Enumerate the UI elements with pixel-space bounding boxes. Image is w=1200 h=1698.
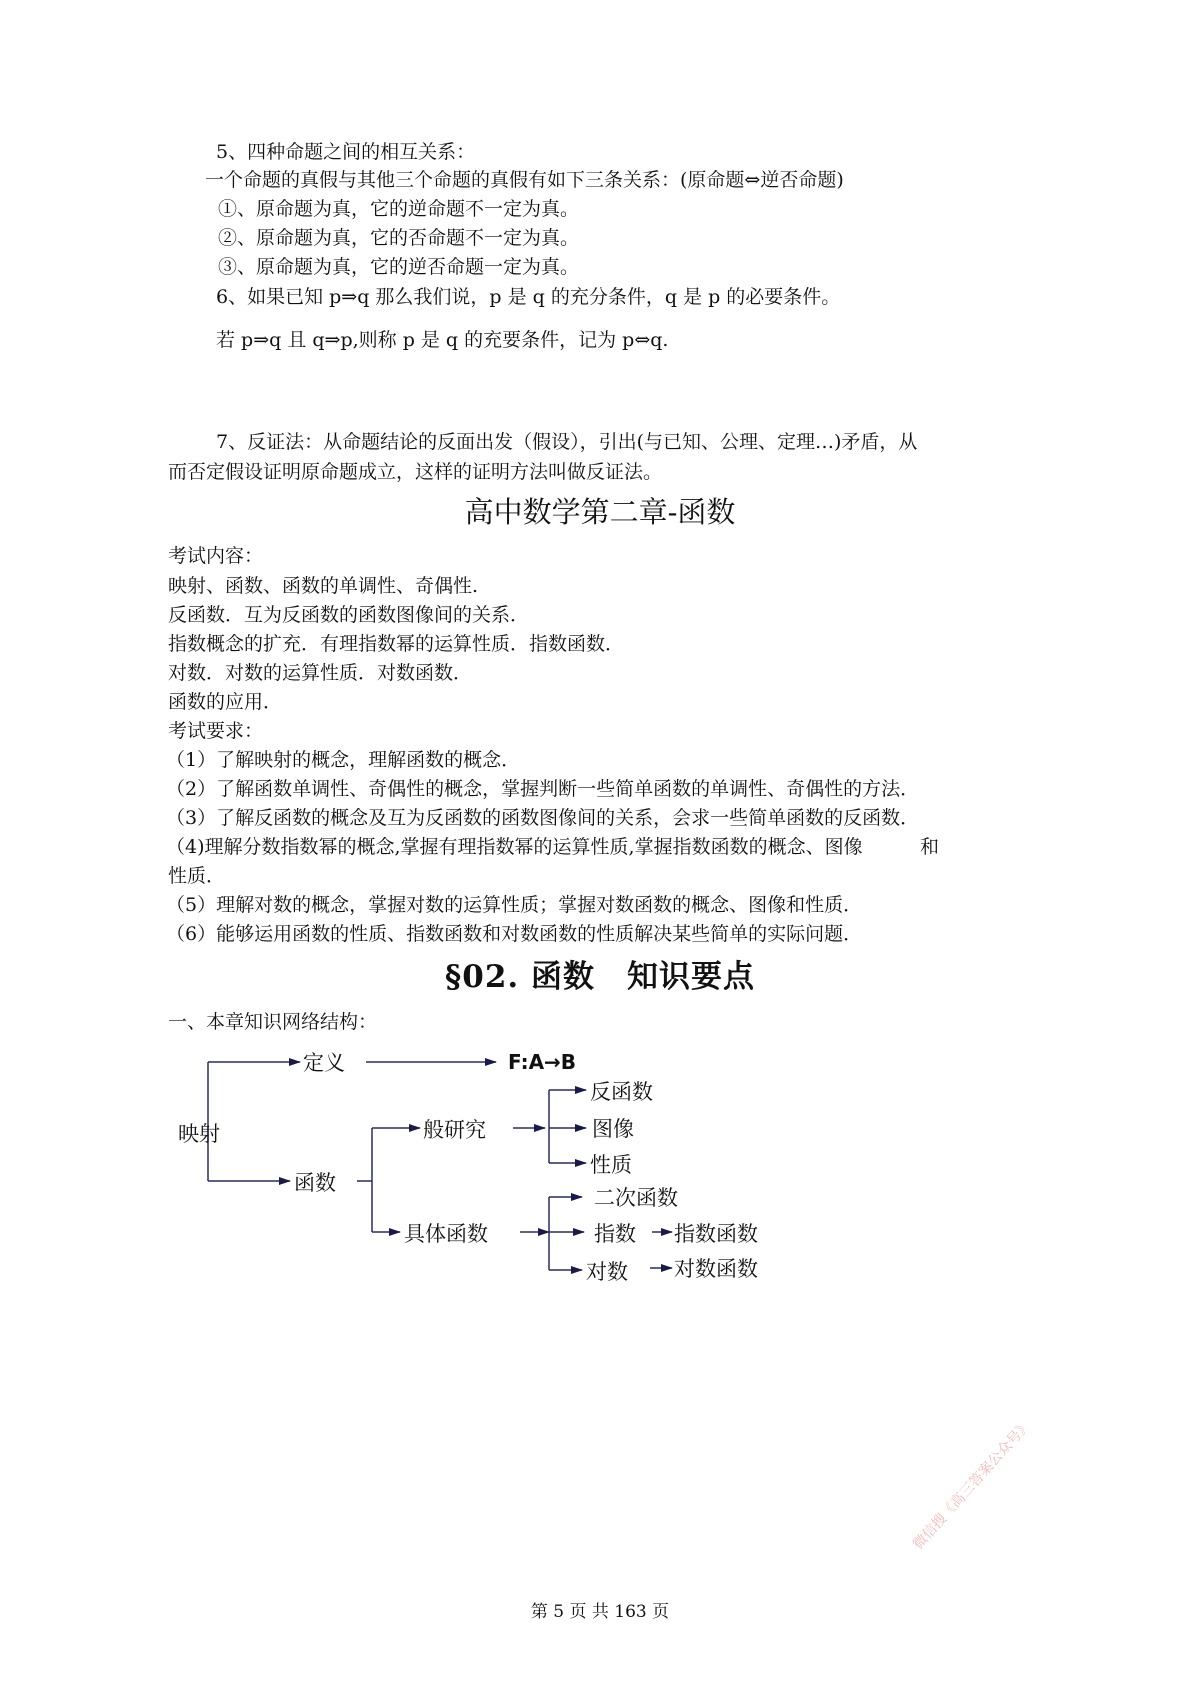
item-5-intro: 一个命题的真假与其他三个命题的真假有如下三条关系：(原命题⇔逆否命题) (205, 169, 844, 191)
exam-content-line: 反函数．互为反函数的函数图像间的关系． (168, 604, 530, 626)
exam-content-heading: 考试内容： (168, 545, 264, 567)
exam-content-line: 映射、函数、函数的单调性、奇偶性. (168, 575, 479, 597)
diagram-node-mapping-root: 映射 (178, 1122, 220, 1146)
item-5-heading: 5、四种命题之间的相互关系： (216, 141, 476, 163)
watermark-stamp: 微信搜《高三答案公众号》 (910, 1417, 1035, 1553)
diagram-node-log: 对数 (586, 1260, 628, 1284)
exam-req-line: （5）理解对数的概念，掌握对数的运算性质；掌握对数函数的概念、图像和性质． (166, 894, 863, 916)
chapter-title: 高中数学第二章-函数 (464, 495, 736, 529)
item-6: 6、如果已知 p⇒q 那么我们说，p 是 q 的充分条件，q 是 p 的必要条件。 (216, 286, 841, 308)
exam-req-line: （4)理解分数指数幂的概念,掌握有理指数幂的运算性质,掌握指数函数的概念、图像 (166, 836, 863, 858)
exam-req-line: （3）了解反函数的概念及互为反函数的函数图像间的关系，会求一些简单函数的反函数． (166, 807, 920, 829)
network-heading: 一、本章知识网络结构： (168, 1011, 378, 1033)
relation-2: ②、原命题为真，它的否命题不一定为真。 (218, 227, 580, 249)
diagram-node-inverse: 反函数 (590, 1080, 653, 1104)
diagram-node-log-func: 对数函数 (674, 1257, 758, 1281)
exam-content-line: 对数．对数的运算性质．对数函数． (168, 662, 473, 684)
item-7-line1: 7、反证法：从命题结论的反面出发（假设），引出(与已知、公理、定理…)矛盾，从 (216, 431, 918, 453)
diagram-node-property: 性质 (590, 1153, 632, 1177)
exam-req-line: （1）了解映射的概念，理解函数的概念． (166, 749, 521, 771)
exam-req-heading: 考试要求： (168, 720, 264, 742)
item-6-iff: 若 p⇒q 且 q⇒p,则称 p 是 q 的充要条件，记为 p⇔q. (216, 329, 669, 351)
diagram-node-function: 函数 (294, 1171, 336, 1195)
item-7-line2: 而否定假设证明原命题成立，这样的证明方法叫做反证法。 (168, 461, 663, 483)
page-footer: 第 5 页 共 163 页 (530, 1602, 670, 1622)
section-title: §02. 函数 知识要点 (445, 959, 755, 995)
diagram-node-definition: 定义 (303, 1051, 345, 1075)
relation-1: ①、原命题为真，它的逆命题不一定为真。 (218, 198, 580, 220)
diagram-node-specific: 具体函数 (404, 1222, 488, 1246)
diagram-node-exp-func: 指数函数 (674, 1222, 758, 1246)
exam-req-line: （2）了解函数单调性、奇偶性的概念，掌握判断一些简单函数的单调性、奇偶性的方法． (166, 778, 920, 800)
diagram-node-f-a-b: F:A→B (508, 1050, 577, 1074)
diagram-node-quadratic: 二次函数 (594, 1186, 678, 1210)
exam-req-line: 性质． (168, 865, 226, 887)
exam-content-line: 指数概念的扩充．有理指数幂的运算性质．指数函数． (168, 633, 625, 655)
diagram-node-graph: 图像 (592, 1117, 634, 1141)
exam-req-line: （6）能够运用函数的性质、指数函数和对数函数的性质解决某些简单的实际问题． (166, 923, 863, 945)
relation-3: ③、原命题为真，它的逆否命题一定为真。 (218, 256, 580, 278)
exam-req-line-tail: 和 (920, 836, 940, 858)
diagram-node-general-study: 般研究 (423, 1118, 486, 1142)
exam-content-line: 函数的应用． (168, 691, 283, 713)
diagram-node-exponent: 指数 (594, 1222, 636, 1246)
